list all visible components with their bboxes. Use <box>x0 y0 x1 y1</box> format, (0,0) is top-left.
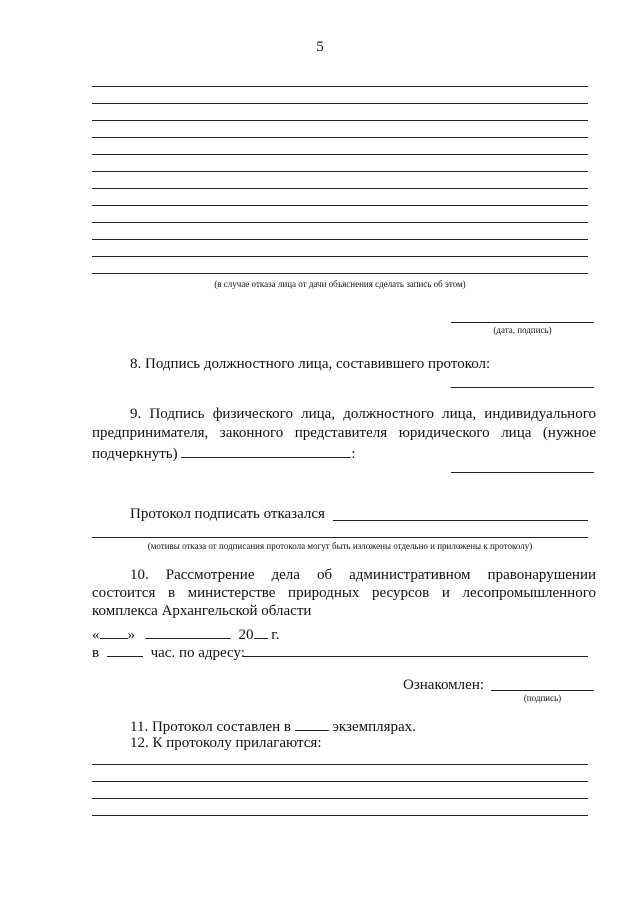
signature-caption: (подпись) <box>523 693 562 703</box>
address-prefix: в <box>92 645 100 661</box>
address-field-line[interactable] <box>243 656 588 657</box>
year-text: 20 <box>238 627 254 643</box>
open-quote: « <box>92 627 100 643</box>
explanation-line <box>92 154 588 155</box>
item10-line1: 10. Рассмотрение дела об административном правонарушении <box>130 567 596 583</box>
item11-suffix: экземплярах. <box>332 719 416 735</box>
day-field[interactable] <box>100 624 128 639</box>
person-signature-line <box>451 472 594 473</box>
hearing-date-line <box>92 624 279 644</box>
hours-text: час. по адресу: <box>150 645 245 661</box>
familiarized-signature-line[interactable] <box>491 690 594 691</box>
year-field[interactable] <box>254 624 268 639</box>
month-field[interactable] <box>145 624 231 639</box>
item9-line3 <box>92 443 356 463</box>
item12-text: 12. К протоколу прилагаются: <box>130 735 322 751</box>
page-number: 5 <box>316 39 324 55</box>
explanation-line <box>92 171 588 172</box>
item9-line3-prefix: подчеркнуть) <box>92 446 178 462</box>
explanation-line <box>92 120 588 121</box>
attachment-line[interactable] <box>92 781 588 782</box>
close-quote: » <box>127 627 135 643</box>
explanation-line <box>92 273 588 274</box>
hearing-address-line <box>92 642 245 662</box>
attachment-line[interactable] <box>92 798 588 799</box>
date-signature-line <box>451 322 594 323</box>
explanation-line <box>92 222 588 223</box>
hour-field[interactable] <box>107 642 143 657</box>
item10-line3: комплекса Архангельской области <box>92 603 312 619</box>
explanation-line <box>92 256 588 257</box>
item11-prefix: 11. Протокол составлен в <box>130 719 291 735</box>
item9-line3-suffix: : <box>351 446 356 462</box>
refusal-label: Протокол подписать отказался <box>130 506 325 522</box>
item9-line1: 9. Подпись физического лица, должностного лица, индивидуального <box>130 406 596 422</box>
copies-field[interactable] <box>295 716 329 731</box>
attachment-line[interactable] <box>92 815 588 816</box>
explanation-line <box>92 188 588 189</box>
item9-line2: предпринимателя, законного представителя юридического лица (нужное <box>92 425 596 441</box>
explanation-line <box>92 103 588 104</box>
refusal-reason-line[interactable] <box>92 537 588 538</box>
item11-line <box>130 716 416 736</box>
explanation-line <box>92 86 588 87</box>
refusal-field-line[interactable] <box>333 520 588 521</box>
date-signature-caption: (дата, подпись) <box>493 325 552 335</box>
explanation-caption: (в случае отказа лица от дачи объяснения сделать запись об этом) <box>214 279 466 289</box>
explanation-line <box>92 137 588 138</box>
item8-text: 8. Подпись должностного лица, составившего протокол: <box>130 356 491 372</box>
item10-line2: состоится в министерстве природных ресурсов и лесопромышленного <box>92 585 596 601</box>
year-suffix: г. <box>271 627 280 643</box>
underline-choice-field[interactable] <box>181 443 351 458</box>
attachment-line[interactable] <box>92 764 588 765</box>
explanation-line <box>92 205 588 206</box>
refusal-caption: (мотивы отказа от подписания протокола могут быть изложены отдельно и приложены к протоколу) <box>147 541 533 551</box>
familiarized-label: Ознакомлен: <box>403 677 485 693</box>
official-signature-line <box>451 387 594 388</box>
explanation-line <box>92 239 588 240</box>
